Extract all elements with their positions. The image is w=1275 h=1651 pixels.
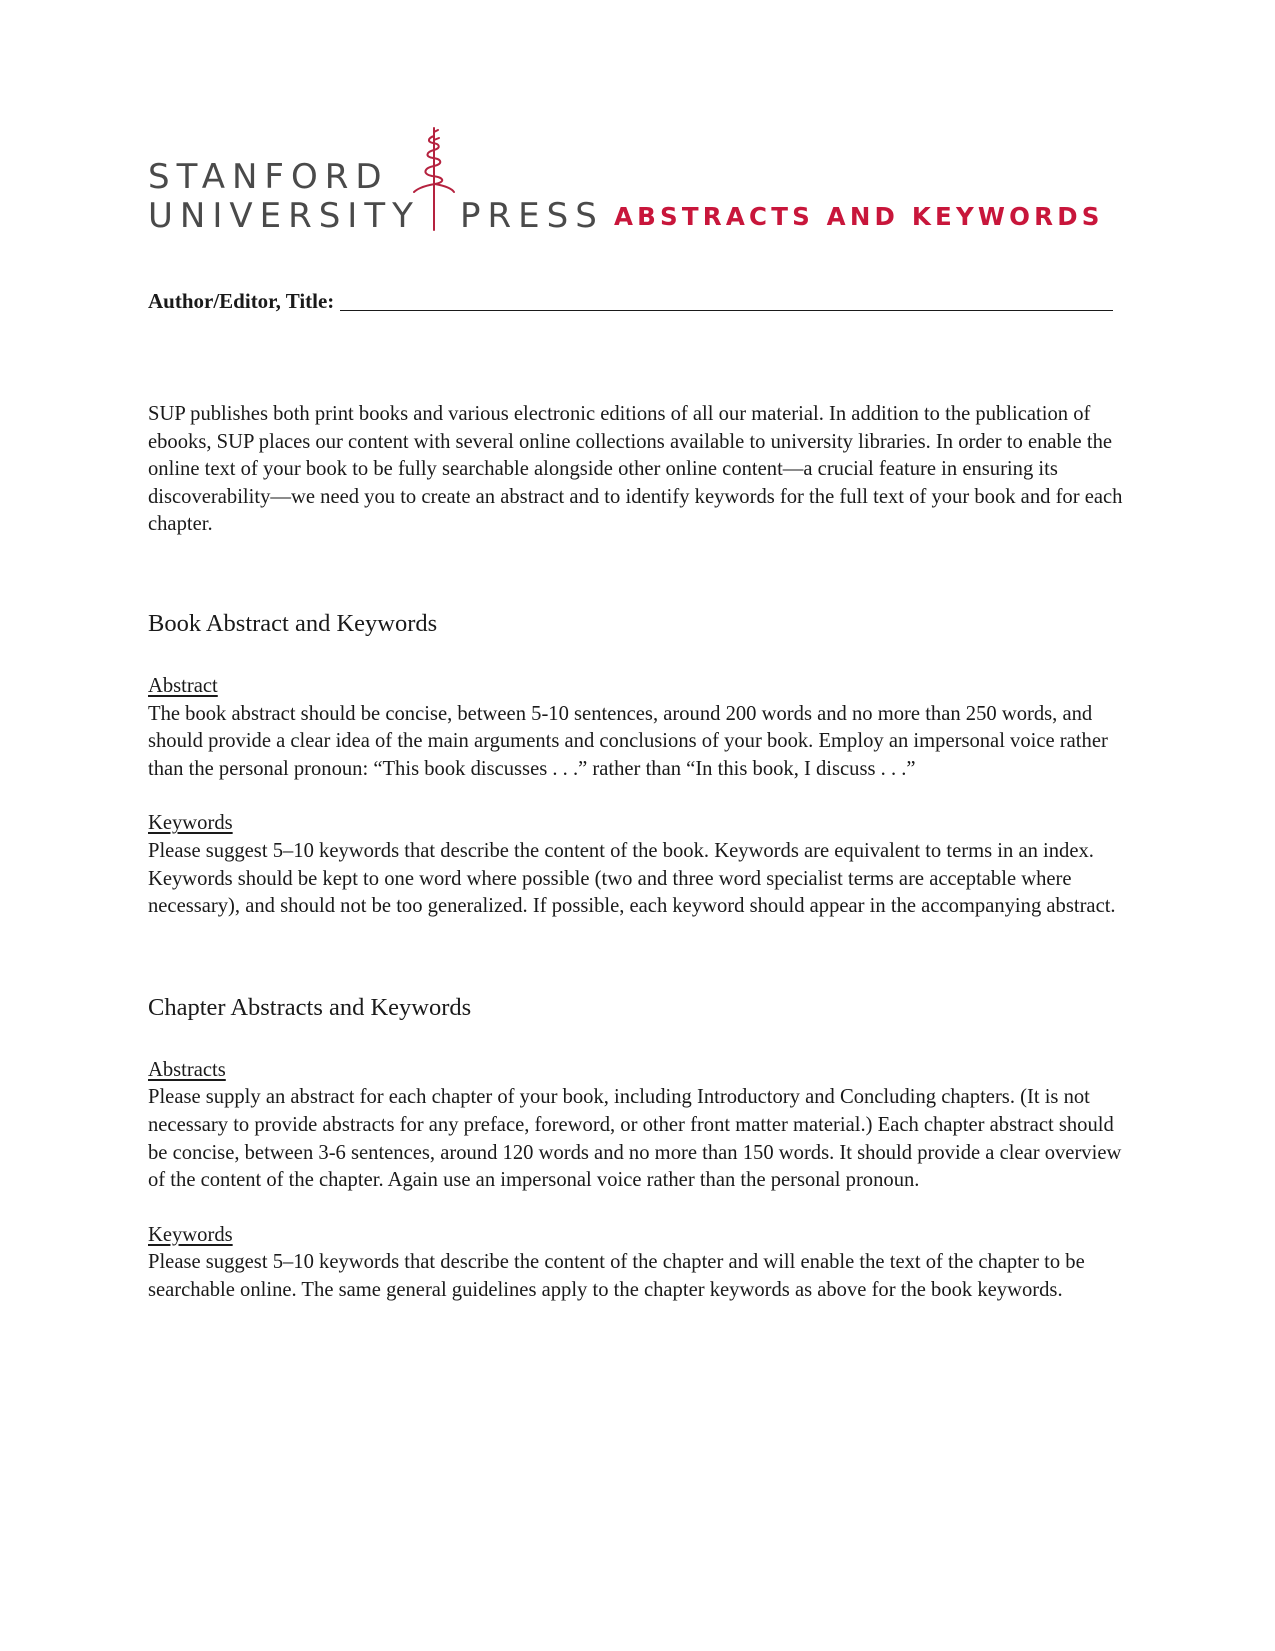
book-abstract-block	[148, 673, 1123, 783]
subheading-chapter-abstracts: Abstracts	[148, 1058, 226, 1081]
subheading-chapter-keywords: Keywords	[148, 1223, 233, 1246]
subheading-book-keywords: Keywords	[148, 812, 233, 835]
document-title: ABSTRACTS AND KEYWORDS	[614, 202, 1104, 231]
subheading-book-abstract: Abstract	[148, 674, 218, 697]
book-abstract-text: The book abstract should be concise, between 5-10 sentences, around 200 words and no more than 250 words, and should provide a clear idea of the main arguments and conclusions of your book. Employ an impersonal voice rather than the personal pronoun: “This book discusses . . .” rather than “In this book, I discuss . . .”	[148, 702, 1108, 780]
chapter-keywords-text: Please suggest 5–10 keywords that describe the content of the chapter and will enable the text of the chapter to be searchable online. The same general guidelines apply to the chapter keywords as above for the book keywords.	[148, 1251, 1085, 1301]
publisher-logo	[148, 126, 1128, 236]
logo-text-university: UNIVERSITY	[148, 196, 420, 236]
book-keywords-text: Please suggest 5–10 keywords that describe the content of the book. Keywords are equivalent to terms in an index. Keywords should be kept to one word where possible (two and three word specialist terms are acceptable where necessary), and should not be too generalized. If possible, each keyword should appear in the accompanying abstract.	[148, 839, 1116, 918]
tree-icon	[410, 126, 458, 232]
chapter-keywords-block	[148, 1222, 1123, 1305]
section-heading-chapter: Chapter Abstracts and Keywords	[148, 993, 472, 1021]
book-keywords-block	[148, 810, 1123, 920]
author-title-fill-line[interactable]	[340, 286, 1113, 311]
logo-text-press: PRESS	[460, 196, 604, 236]
section-heading-book: Book Abstract and Keywords	[148, 609, 438, 637]
intro-paragraph: SUP publishes both print books and various electronic editions of all our material. In addition to the publication of ebooks, SUP places our content with several online collections available to university libraries. In order to enable the online text of your book to be fully searchable alongside other online content—a crucial feature in ensuring its discoverability—we need you to create an abstract and to identify keywords for the full text of your book and for each chapter.	[148, 403, 1123, 536]
author-title-label: Author/Editor, Title:	[148, 289, 335, 313]
chapter-abstracts-text: Please supply an abstract for each chapter of your book, including Introductory and Concluding chapters. (It is not necessary to provide abstracts for any preface, foreword, or other front matter material.) Each chapter abstract should be concise, between 3-6 sentences, around 120 words and no more than 150 words. It should provide a clear overview of the content of the chapter. Again use an impersonal voice rather than the personal pronoun.	[148, 1086, 1122, 1192]
logo-text-stanford: STANFORD	[148, 157, 389, 197]
document-body	[148, 401, 1123, 1331]
author-title-field-row	[148, 286, 1113, 314]
chapter-abstracts-block	[148, 1057, 1123, 1195]
